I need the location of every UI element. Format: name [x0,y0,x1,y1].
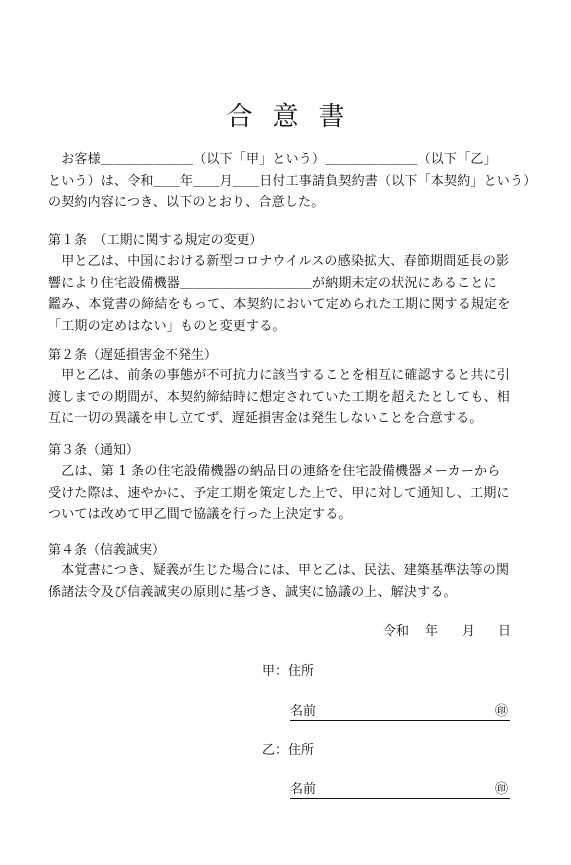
article-2-heading: 第２条（遅延損害金不発生） [48,348,218,363]
date-era: 令和 [383,624,410,639]
article-line: 鑑み、本覚書の締結をもって、本契約において定められた工期に関する規定を [48,297,511,312]
article-line: 受けた際は、速やかに、予定工期を策定した上で、甲に対して通知し、工期に [48,485,510,501]
article-1-body [48,251,520,337]
article-2-body [48,365,520,430]
party-b-name-field[interactable] [290,778,510,799]
date-day: 日 [498,624,512,639]
party-b-name-label: 名前 [290,782,317,797]
party-a-name-label: 名前 [290,704,317,719]
article-line: 甲と乙は、中国における新型コロナウイルスの感染拡大、春節期間延長の影 [48,254,510,269]
article-line: 係諸法令及び信義誠実の原則に基づき、誠実に協議の上、解決する。 [48,584,457,600]
article-3-body [48,461,520,526]
article-line: 響により住宅設備機器＿＿＿＿＿＿＿＿＿＿が納期未定の状況にあることに [48,275,497,291]
date-year: 年 [425,624,439,639]
article-line: 渡しまでの期間が、本契約締結時に想定されていた工期を超えたとしても、相 [48,389,511,405]
agreement-date [383,620,511,639]
article-line: 本覚書につき、疑義が生じた場合には、甲と乙は、民法、建築基準法等の関 [48,563,510,578]
article-3-heading: 第３条（通知） [48,443,140,458]
seal-mark-icon: ㊞ [494,782,508,797]
party-a-name-field[interactable] [290,700,510,721]
article-line: 甲と乙は、前条の事態が不可抗力に該当することを相互に確認すると共に引 [48,368,511,383]
article-line: 「工期の定めはない」ものと変更する。 [48,318,286,334]
article-4-body [48,560,520,603]
preamble-line: の契約内容につき、以下のとおり、合意した。 [48,195,325,210]
page-title: 合意書 [226,102,365,132]
party-b-address-label: 乙：住所 [262,743,315,758]
preamble-line: という）は、令和＿＿年＿＿月＿＿日付工事請負契約書（以下「本契約」という） [48,173,537,189]
preamble-line: お客様＿＿＿＿＿＿＿（以下「甲」という）＿＿＿＿＿＿＿（以下「乙」 [48,152,497,167]
date-month: 月 [462,624,476,639]
seal-mark-icon: ㊞ [494,704,508,719]
article-line: ついては改めて甲乙間で協議を行った上決定する。 [48,507,352,522]
article-line: 互に一切の異議を申し立てず、遅延損害金は発生しないことを合意する。 [48,411,483,426]
article-4-heading: 第４条（信義誠実） [48,543,166,558]
article-1-heading: 第１条 （工期に関する規定の変更） [48,233,263,248]
preamble [48,149,537,214]
article-line: 乙は、第 1 条の住宅設備機器の納品日の連絡を住宅設備機器メーカーから [48,464,501,479]
party-a-address-label: 甲：住所 [262,664,315,679]
